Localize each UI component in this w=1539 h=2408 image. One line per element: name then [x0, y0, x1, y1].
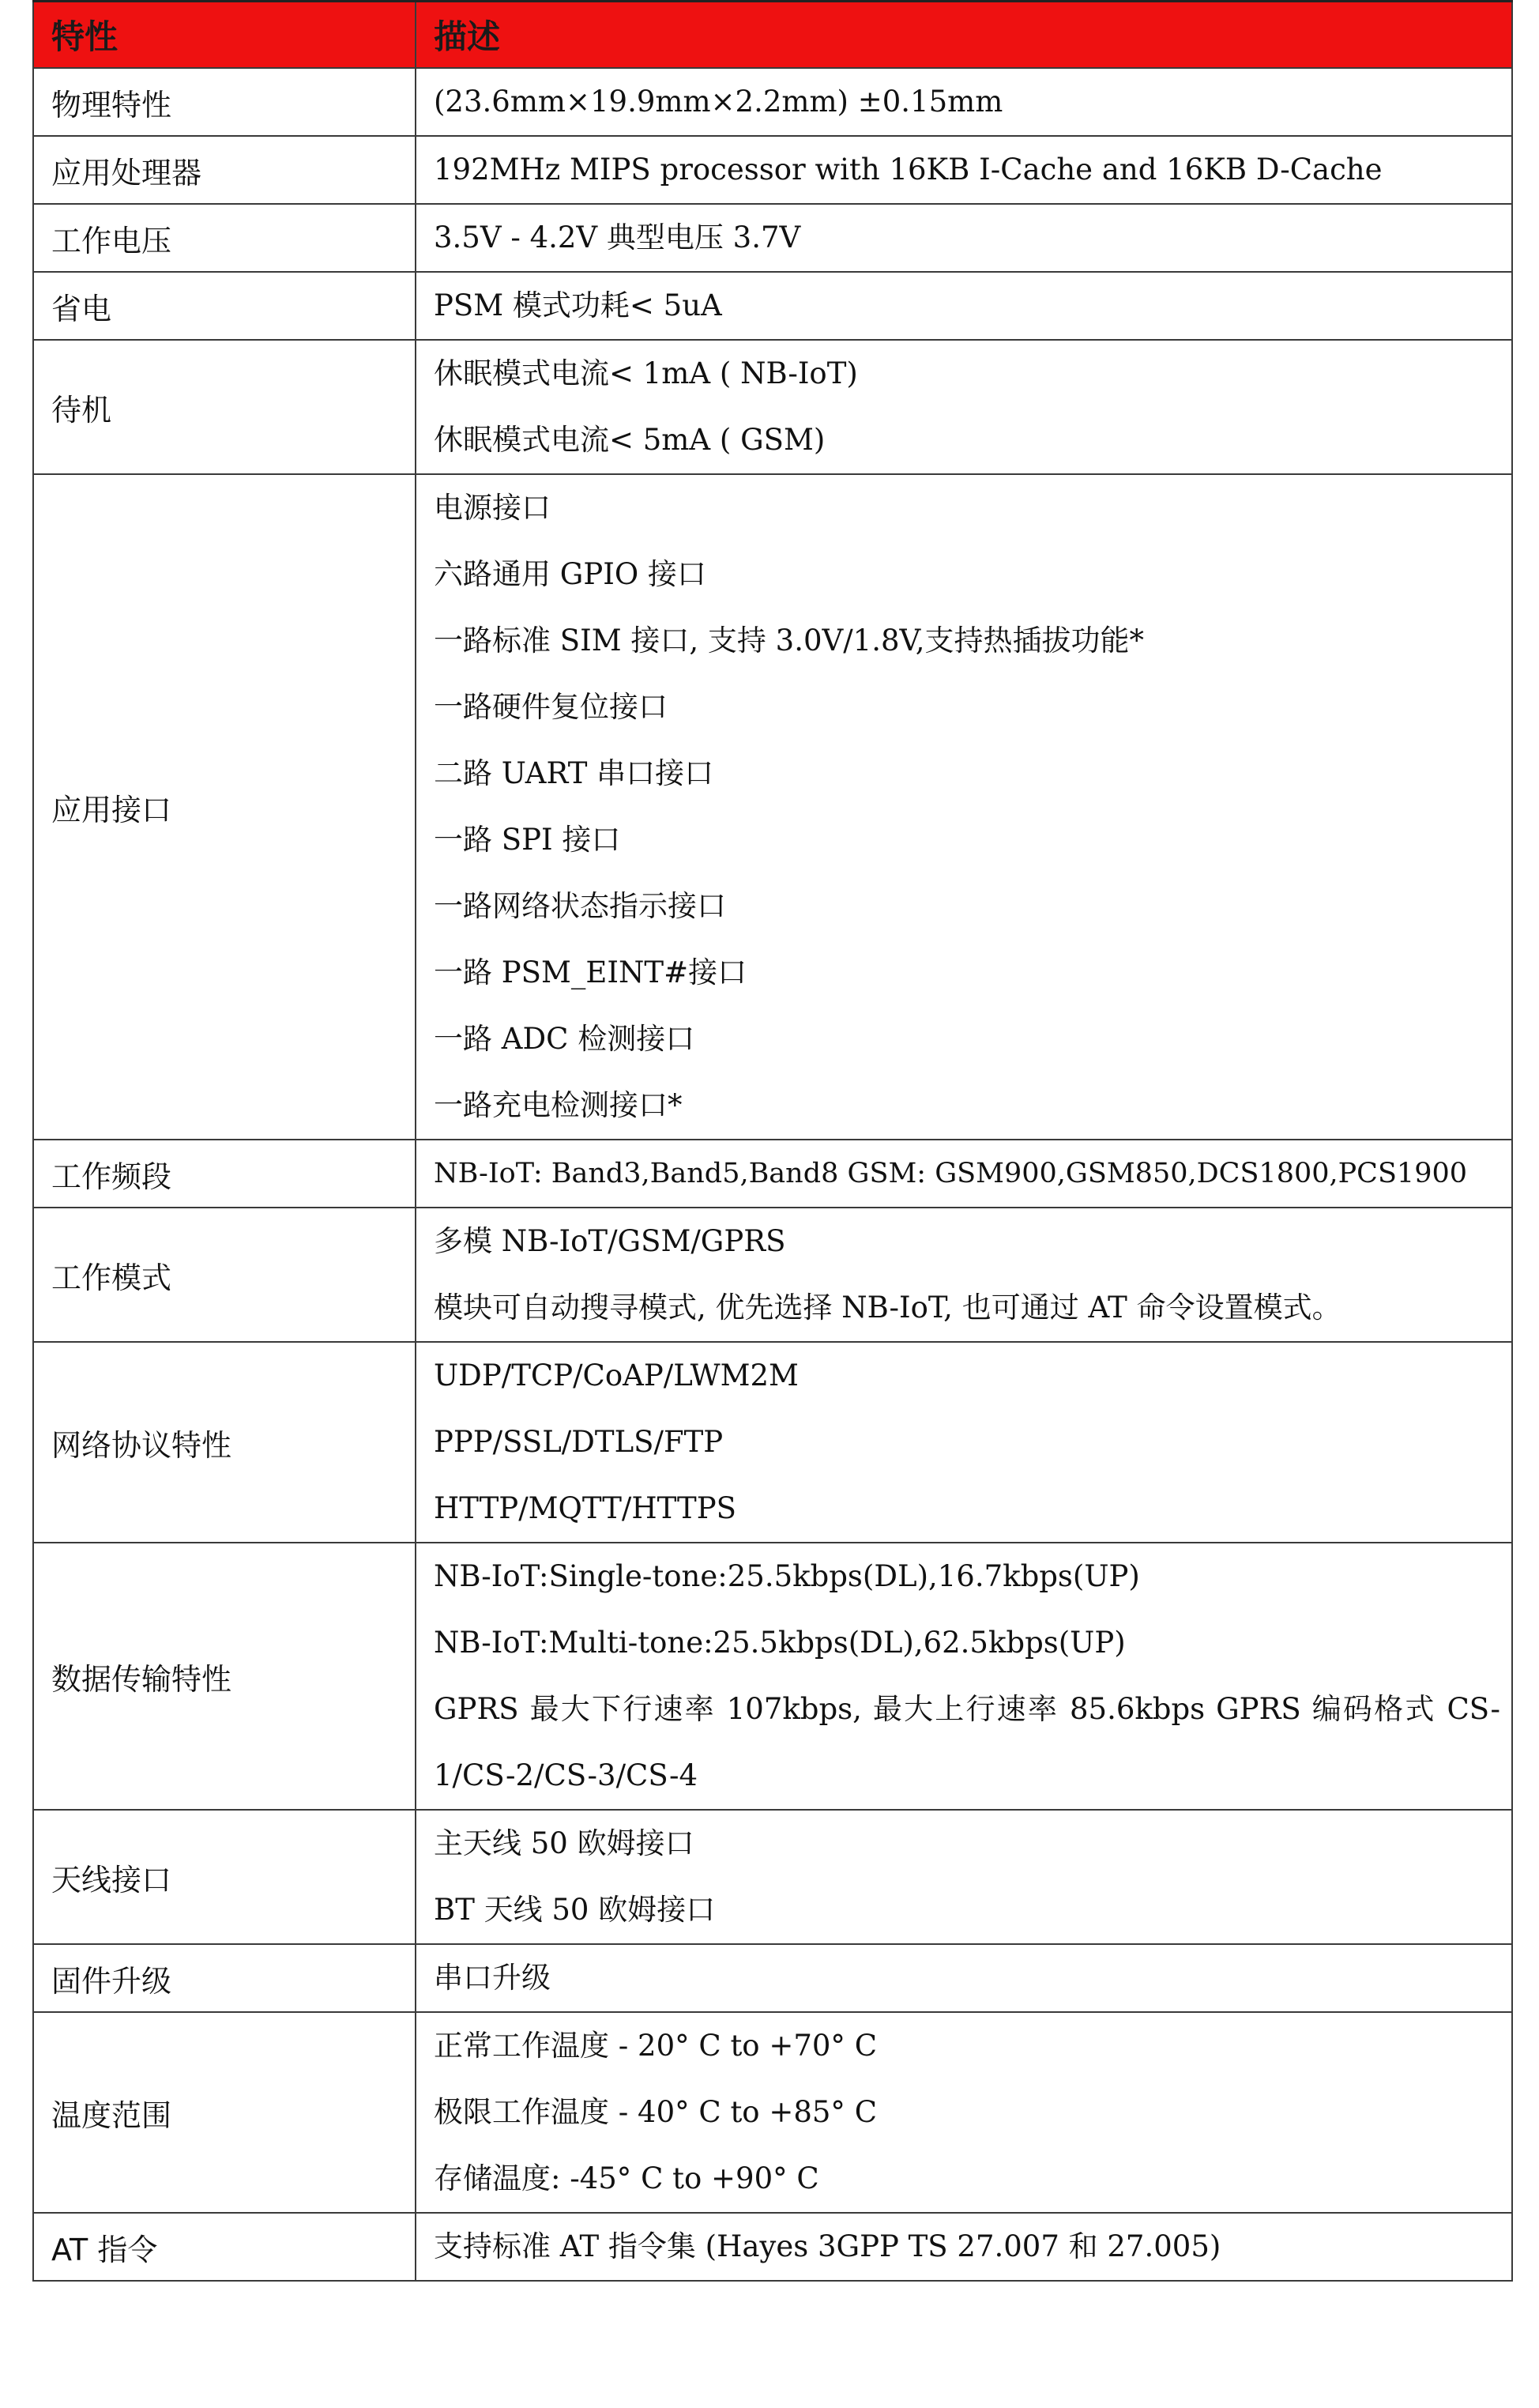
table-row: [33, 340, 1512, 474]
description-line: NB-IoT:Multi-tone:25.5kbps(DL),62.5kbps(UP): [434, 1626, 1126, 1660]
header-row: [33, 2, 1512, 69]
feature-cell: 工作频段: [33, 1140, 416, 1208]
table-row: [33, 136, 1512, 204]
table-row: [33, 1342, 1512, 1543]
description-line: 一路 ADC 检测接口: [434, 1022, 695, 1056]
description-line: NB-IoT: Band3,Band5,Band8 GSM: GSM900,GSM850,DCS1800,PCS1900: [434, 1158, 1468, 1189]
feature-cell: 固件升级: [33, 1944, 416, 2012]
description-line: BT 天线 50 欧姆接口: [434, 1893, 716, 1927]
description-line: 一路 SPI 接口: [434, 823, 621, 857]
feature-cell: 温度范围: [33, 2012, 416, 2213]
description-line: 主天线 50 欧姆接口: [434, 1826, 694, 1860]
description-cell: [416, 1342, 1512, 1543]
description-cell: [416, 2012, 1512, 2213]
table-row: [33, 1944, 1512, 2012]
description-cell: [416, 1944, 1512, 2012]
table-row: [33, 2213, 1512, 2281]
description-cell: [416, 272, 1512, 340]
description-line: NB-IoT:Single-tone:25.5kbps(DL),16.7kbps(UP): [434, 1559, 1140, 1593]
feature-cell: AT 指令: [33, 2213, 416, 2281]
feature-cell: 应用处理器: [33, 136, 416, 204]
description-line: 存储温度: -45° C to +90° C: [434, 2161, 819, 2195]
description-line: 一路 PSM_EINT#接口: [434, 955, 747, 989]
description-line: 一路标准 SIM 接口, 支持 3.0V/1.8V,支持热插拔功能*: [434, 624, 1145, 658]
description-line: 一路充电检测接口*: [434, 1088, 683, 1122]
table-row: [33, 1810, 1512, 1944]
spec-table: [32, 0, 1513, 2282]
description-cell: [416, 136, 1512, 204]
description-line: 一路硬件复位接口: [434, 690, 668, 724]
description-cell: [416, 1543, 1512, 1810]
description-line: 192MHz MIPS processor with 16KB I-Cache and 16KB D-Cache: [434, 153, 1383, 187]
description-cell: [416, 474, 1512, 1140]
description-line: HTTP/MQTT/HTTPS: [434, 1491, 736, 1525]
description-line: 二路 UART 串口接口: [434, 756, 714, 790]
description-line: 串口升级: [434, 1961, 551, 1995]
feature-cell: 工作模式: [33, 1208, 416, 1342]
description-line: UDP/TCP/CoAP/LWM2M: [434, 1359, 799, 1392]
description-cell: [416, 1208, 1512, 1342]
description-line: 支持标准 AT 指令集 (Hayes 3GPP TS 27.007 和 27.005): [434, 2229, 1221, 2263]
feature-cell: 网络协议特性: [33, 1342, 416, 1543]
feature-cell: 物理特性: [33, 68, 416, 136]
feature-cell: 数据传输特性: [33, 1543, 416, 1810]
description-line: GPRS 最大下行速率 107kbps, 最大上行速率 85.6kbps GPRS 编码格式 CS-1/CS-2/CS-3/CS-4: [434, 1692, 1500, 1792]
table-row: [33, 1140, 1512, 1208]
description-line: 六路通用 GPIO 接口: [434, 557, 706, 591]
description-line: 正常工作温度 - 20° C to +70° C: [434, 2029, 877, 2063]
table-row: [33, 1208, 1512, 1342]
description-cell: [416, 1140, 1512, 1208]
description-line: PPP/SSL/DTLS/FTP: [434, 1425, 724, 1459]
description-line: 休眠模式电流< 5mA ( GSM): [434, 423, 826, 457]
header-description: 描述: [416, 2, 1512, 69]
feature-cell: 应用接口: [33, 474, 416, 1140]
description-line: 极限工作温度 - 40° C to +85° C: [434, 2095, 877, 2129]
feature-cell: 工作电压: [33, 204, 416, 272]
description-line: 电源接口: [434, 491, 551, 525]
description-line: 模块可自动搜寻模式, 优先选择 NB-IoT, 也可通过 AT 命令设置模式。: [434, 1291, 1341, 1325]
feature-cell: 待机: [33, 340, 416, 474]
table-row: [33, 272, 1512, 340]
description-line: 休眠模式电流< 1mA ( NB-IoT): [434, 356, 858, 390]
description-line: 一路网络状态指示接口: [434, 889, 726, 923]
description-line: PSM 模式功耗< 5uA: [434, 288, 722, 322]
table-row: [33, 2012, 1512, 2213]
table-row: [33, 204, 1512, 272]
description-line: 3.5V - 4.2V 典型电压 3.7V: [434, 220, 801, 254]
table-row: [33, 68, 1512, 136]
description-cell: [416, 2213, 1512, 2281]
description-cell: [416, 1810, 1512, 1944]
description-cell: [416, 340, 1512, 474]
feature-cell: 省电: [33, 272, 416, 340]
table-row: [33, 1543, 1512, 1810]
description-cell: [416, 68, 1512, 136]
table-row: [33, 474, 1512, 1140]
description-line: 多模 NB-IoT/GSM/GPRS: [434, 1224, 786, 1258]
feature-cell: 天线接口: [33, 1810, 416, 1944]
description-cell: [416, 204, 1512, 272]
description-line: (23.6mm×19.9mm×2.2mm) ±0.15mm: [434, 85, 1003, 119]
header-feature: 特性: [33, 2, 416, 69]
